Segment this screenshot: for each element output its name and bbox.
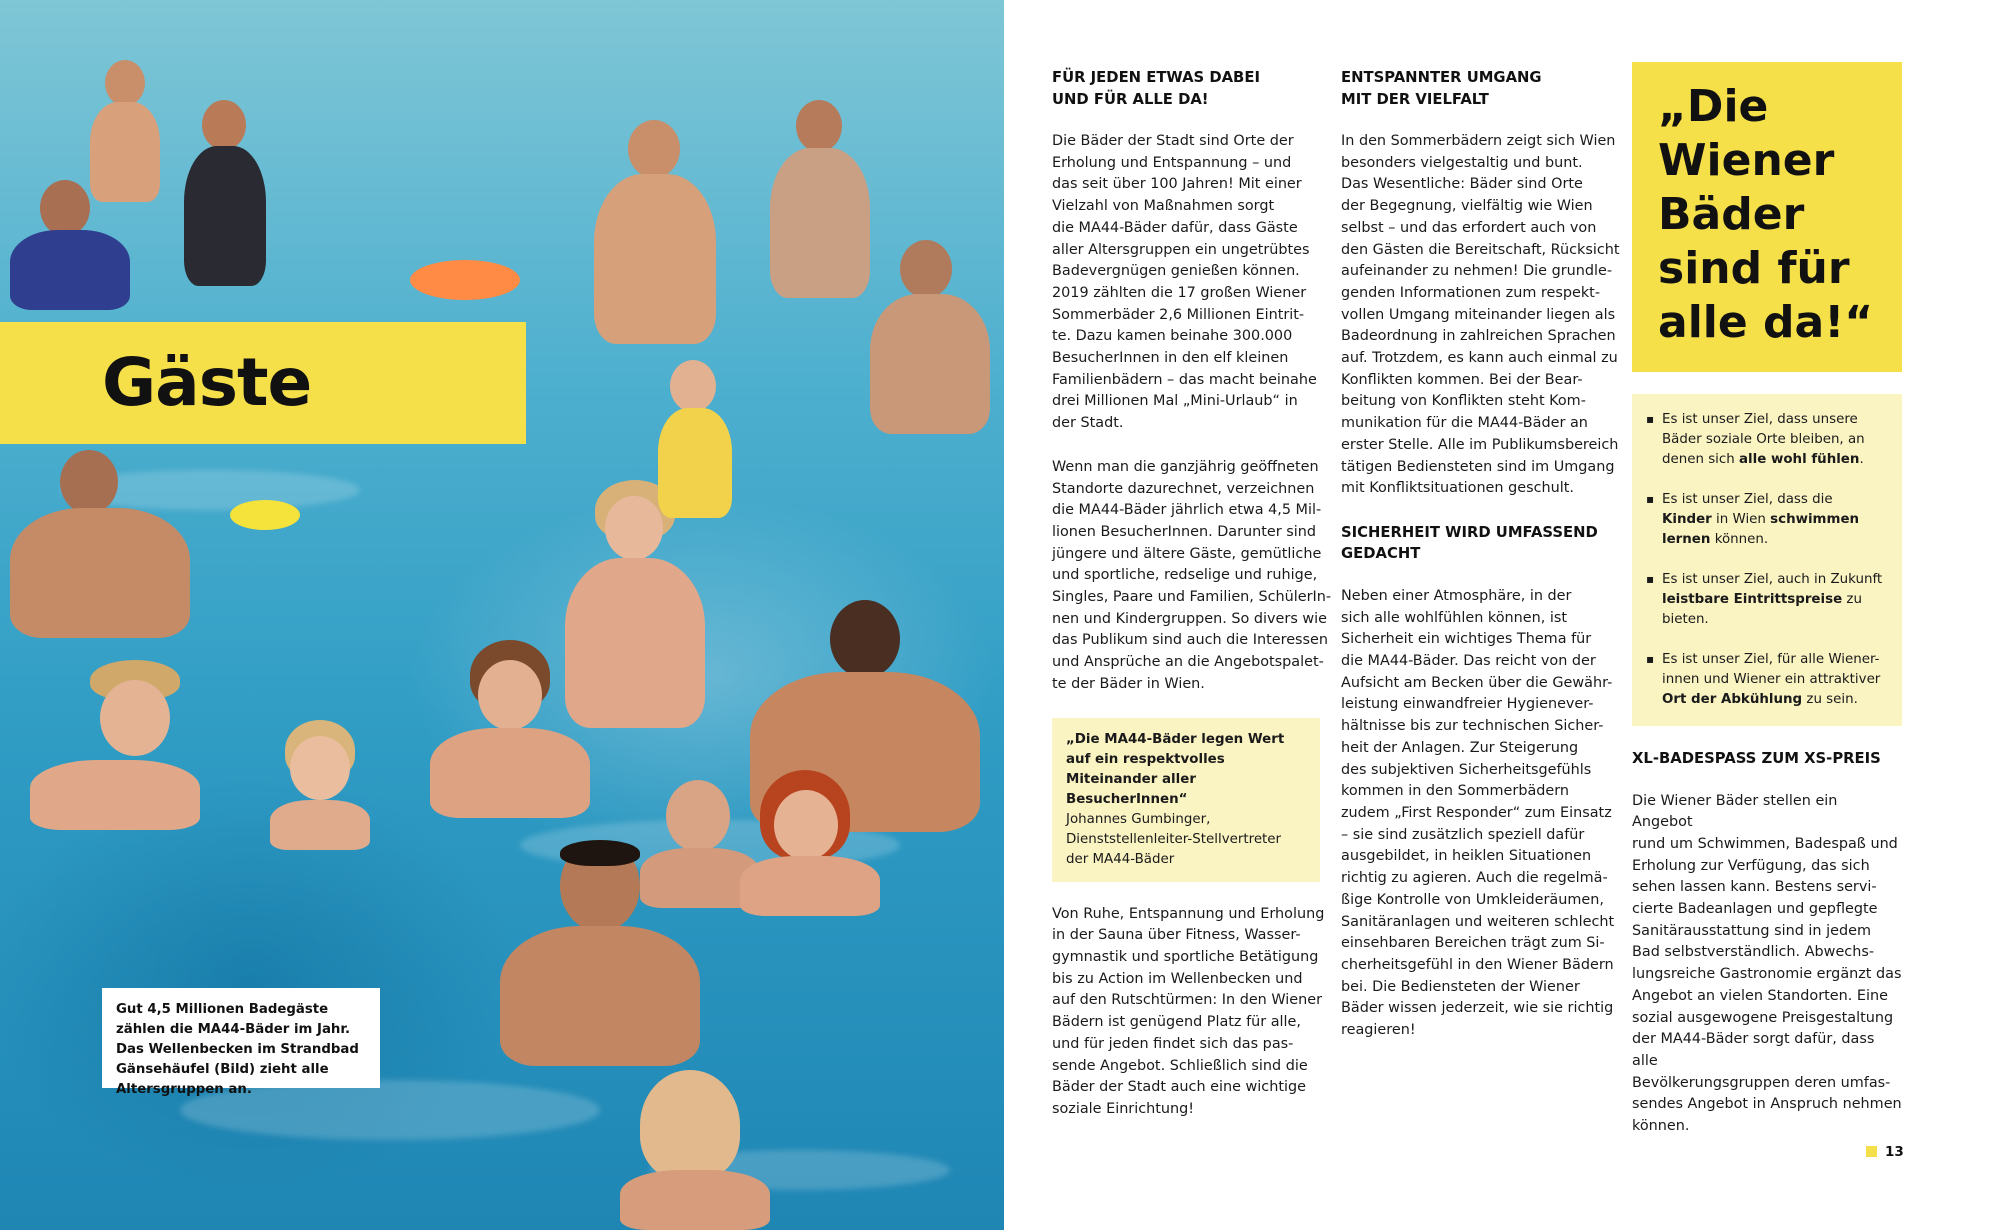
paragraph: Neben einer Atmosphäre, in der sich alle wohlfühlen können, ist Sicherheit ein wichtiges Thema für die MA44-Bäder. Das reicht von der Aufsicht am Becken über die Gewähr- leistung einwandfreier Hygienever- hältnisse bis zur technischen Sicher- heit der Anlagen. Zur Steigerung des subjektiven Sicherheitsgefühls kommen in den Sommerbädern zudem „First Responder“ zum Einsatz – sie sind zusätzlich speziell dafür ausgebildet, in heiklen Situationen richtig zu agieren. Auch die regelmä- ßige Kontrolle von Umkleideräumen, Sanitäranlagen und weiteren schlecht einsehbaren Bereichen trägt zum Si- cherheitsgefühl in den Wiener Bädern bei. Die Bediensteten der Wiener Bäder wissen jederzeit, wie sie richtig reagieren! [1341,587,1615,1039]
goals-box [1632,394,1902,726]
goal-item: ▪ Es ist unser Ziel, dass die Kinder in Wien schwimmen lernen können. [1632,490,1902,550]
page-number [1866,1144,1904,1160]
swimmer-figure [490,840,710,1070]
pull-quote-author: Johannes Gumbinger, Dienststellenleiter-Stellvertreter der MA44-Bäder [1066,811,1282,867]
section-title-band [0,322,526,444]
section-title: Gäste [102,344,312,421]
big-quote-text: „Die Wiener Bäder sind für alle da!“ [1658,81,1874,348]
swimmer-figure [260,720,380,850]
heading-entspannter-umgang: ENTSPANNTER UMGANG MIT DER VIELFALT [1341,69,1542,108]
swimmer-figure [860,240,1000,440]
goal-item: ▪ Es ist unser Ziel, für alle Wiener-innen und Wiener ein attraktiver Ort der Abkühlung zu sein. [1632,650,1902,710]
goal-item: ▪ Es ist unser Ziel, auch in Zukunft leistbare Eintrittspreise zu bieten. [1632,570,1902,630]
paragraph: Wenn man die ganzjährig geöffneten Standorte dazurechnet, verzeichnen die MA44-Bäder jährlich etwa 4,5 Mil- lionen BesucherInnen. Darunter sind jüngere und ältere Gäste, gemütliche und sportliche, redselige und ruhige, Singles, Paare und Familien, SchülerIn- nen und Kindergruppen. So divers wie das Publikum sind auch die Interessen und Ansprüche an die Angebotspalet- te der Bäder in Wien. [1052,458,1332,692]
text-column-3 [1632,62,1902,1138]
pull-quote-box [1052,718,1320,882]
heading-xl-badespass: XL-BADESPASS ZUM XS-PREIS [1632,750,1881,767]
text-column-1 [1052,67,1332,1121]
paragraph: Die Bäder der Stadt sind Orte der Erholung und Entspannung – und das seit über 100 Jahren! Mit einer Vielzahl von Maßnahmen sorgt die MA44-Bäder dafür, dass Gäste aller Altersgruppen ein ungetrübtes Badevergnügen genießen können. 2019 zählten die 17 großen Wiener Sommerbäder 2,6 Millionen Eintrit- te. Dazu kamen beinahe 300.000 BesucherInnen in den elf kleinen Familienbädern – das macht beinahe drei Millionen Mal „Mini-Urlaub“ in der Stadt. [1052,133,1317,432]
swim-ring [410,260,520,300]
swimmer-figure [20,660,220,830]
pull-quote-text: „Die MA44-Bäder legen Wert auf ein respektvolles Miteinander aller BesucherInnen“ [1066,731,1285,807]
photo-caption-text: Gut 4,5 Millionen Badegäste zählen die MA44-Bäder im Jahr. Das Wellenbecken im Strandbad Gänsehäufel (Bild) zieht alle Altersgruppen an. [116,1002,359,1097]
paragraph: Von Ruhe, Entspannung und Erholung in der Sauna über Fitness, Wasser- gymnastik und sportliche Betätigung bis zu Action im Wellenbecken und auf den Rutschtürmen: In den Wiener Bädern ist genügend Platz für alle, und für jeden findet sich das pas- sende Angebot. Schließlich sind die Bäder der Stadt auch eine wichtige soziale Einrichtung! [1052,905,1325,1117]
swimmer-figure [420,640,600,820]
big-quote-box [1632,62,1902,372]
swimmer-figure [650,360,740,520]
swimmer-figure [0,450,210,640]
swimmer-figure [0,170,140,310]
paragraph: In den Sommerbädern zeigt sich Wien besonders vielgestaltig und bunt. Das Wesentliche: Bäder sind Orte der Begegnung, vielfältig wie Wien selbst – und das erfordert auch von den Gästen die Bereitschaft, Rücksicht aufeinander zu nehmen! Die grundle- genden Informationen zum respekt- vollen Umgang miteinander liegen als Badeordnung in zahlreichen Sprachen auf. Trotzdem, es kann auch einmal zu Konflikten kommen. Bei der Bear- beitung von Konflikten steht Kom- munikation für die MA44-Bäder an erster Stelle. Alle im Publikumsbereich tätigen Bediensteten sind im Umgang mit Konfliktsituationen geschult. [1341,133,1620,497]
goal-item: ▪ Es ist unser Ziel, dass unsere Bäder soziale Orte bleiben, an denen sich alle wohl fühlen. [1632,410,1902,470]
paragraph: Die Wiener Bäder stellen ein Angebot rund um Schwimmen, Badespaß und Erholung zur Verfügung, das sich sehen lassen kann. Bestens servi- cierte Badeanlagen und gepflegte Sanitärausstattung sind in jedem Bad selbstverständlich. Abwechs- lungsreiche Gastronomie ergänzt das Angebot an vielen Standorten. Eine sozial ausgewogene Preisgestaltung der MA44-Bäder sorgt dafür, dass alle Bevölkerungsgruppen deren umfas- sendes Angebot in Anspruch nehmen können. [1632,792,1902,1135]
swimmer-figure [730,770,890,920]
swimmer-figure [170,100,280,300]
swimmer-figure [620,1070,770,1230]
heading-sicherheit: SICHERHEIT WIRD UMFASSEND GEDACHT [1341,523,1598,563]
text-column-2 [1341,67,1626,1042]
heading-fuer-jeden: FÜR JEDEN ETWAS DABEI UND FÜR ALLE DA! [1052,69,1260,108]
page-marker-square [1866,1146,1877,1157]
photo-caption [102,988,380,1097]
swim-ring [230,500,300,530]
swimmer-figure [580,120,730,350]
page-number-text: 13 [1885,1144,1904,1160]
